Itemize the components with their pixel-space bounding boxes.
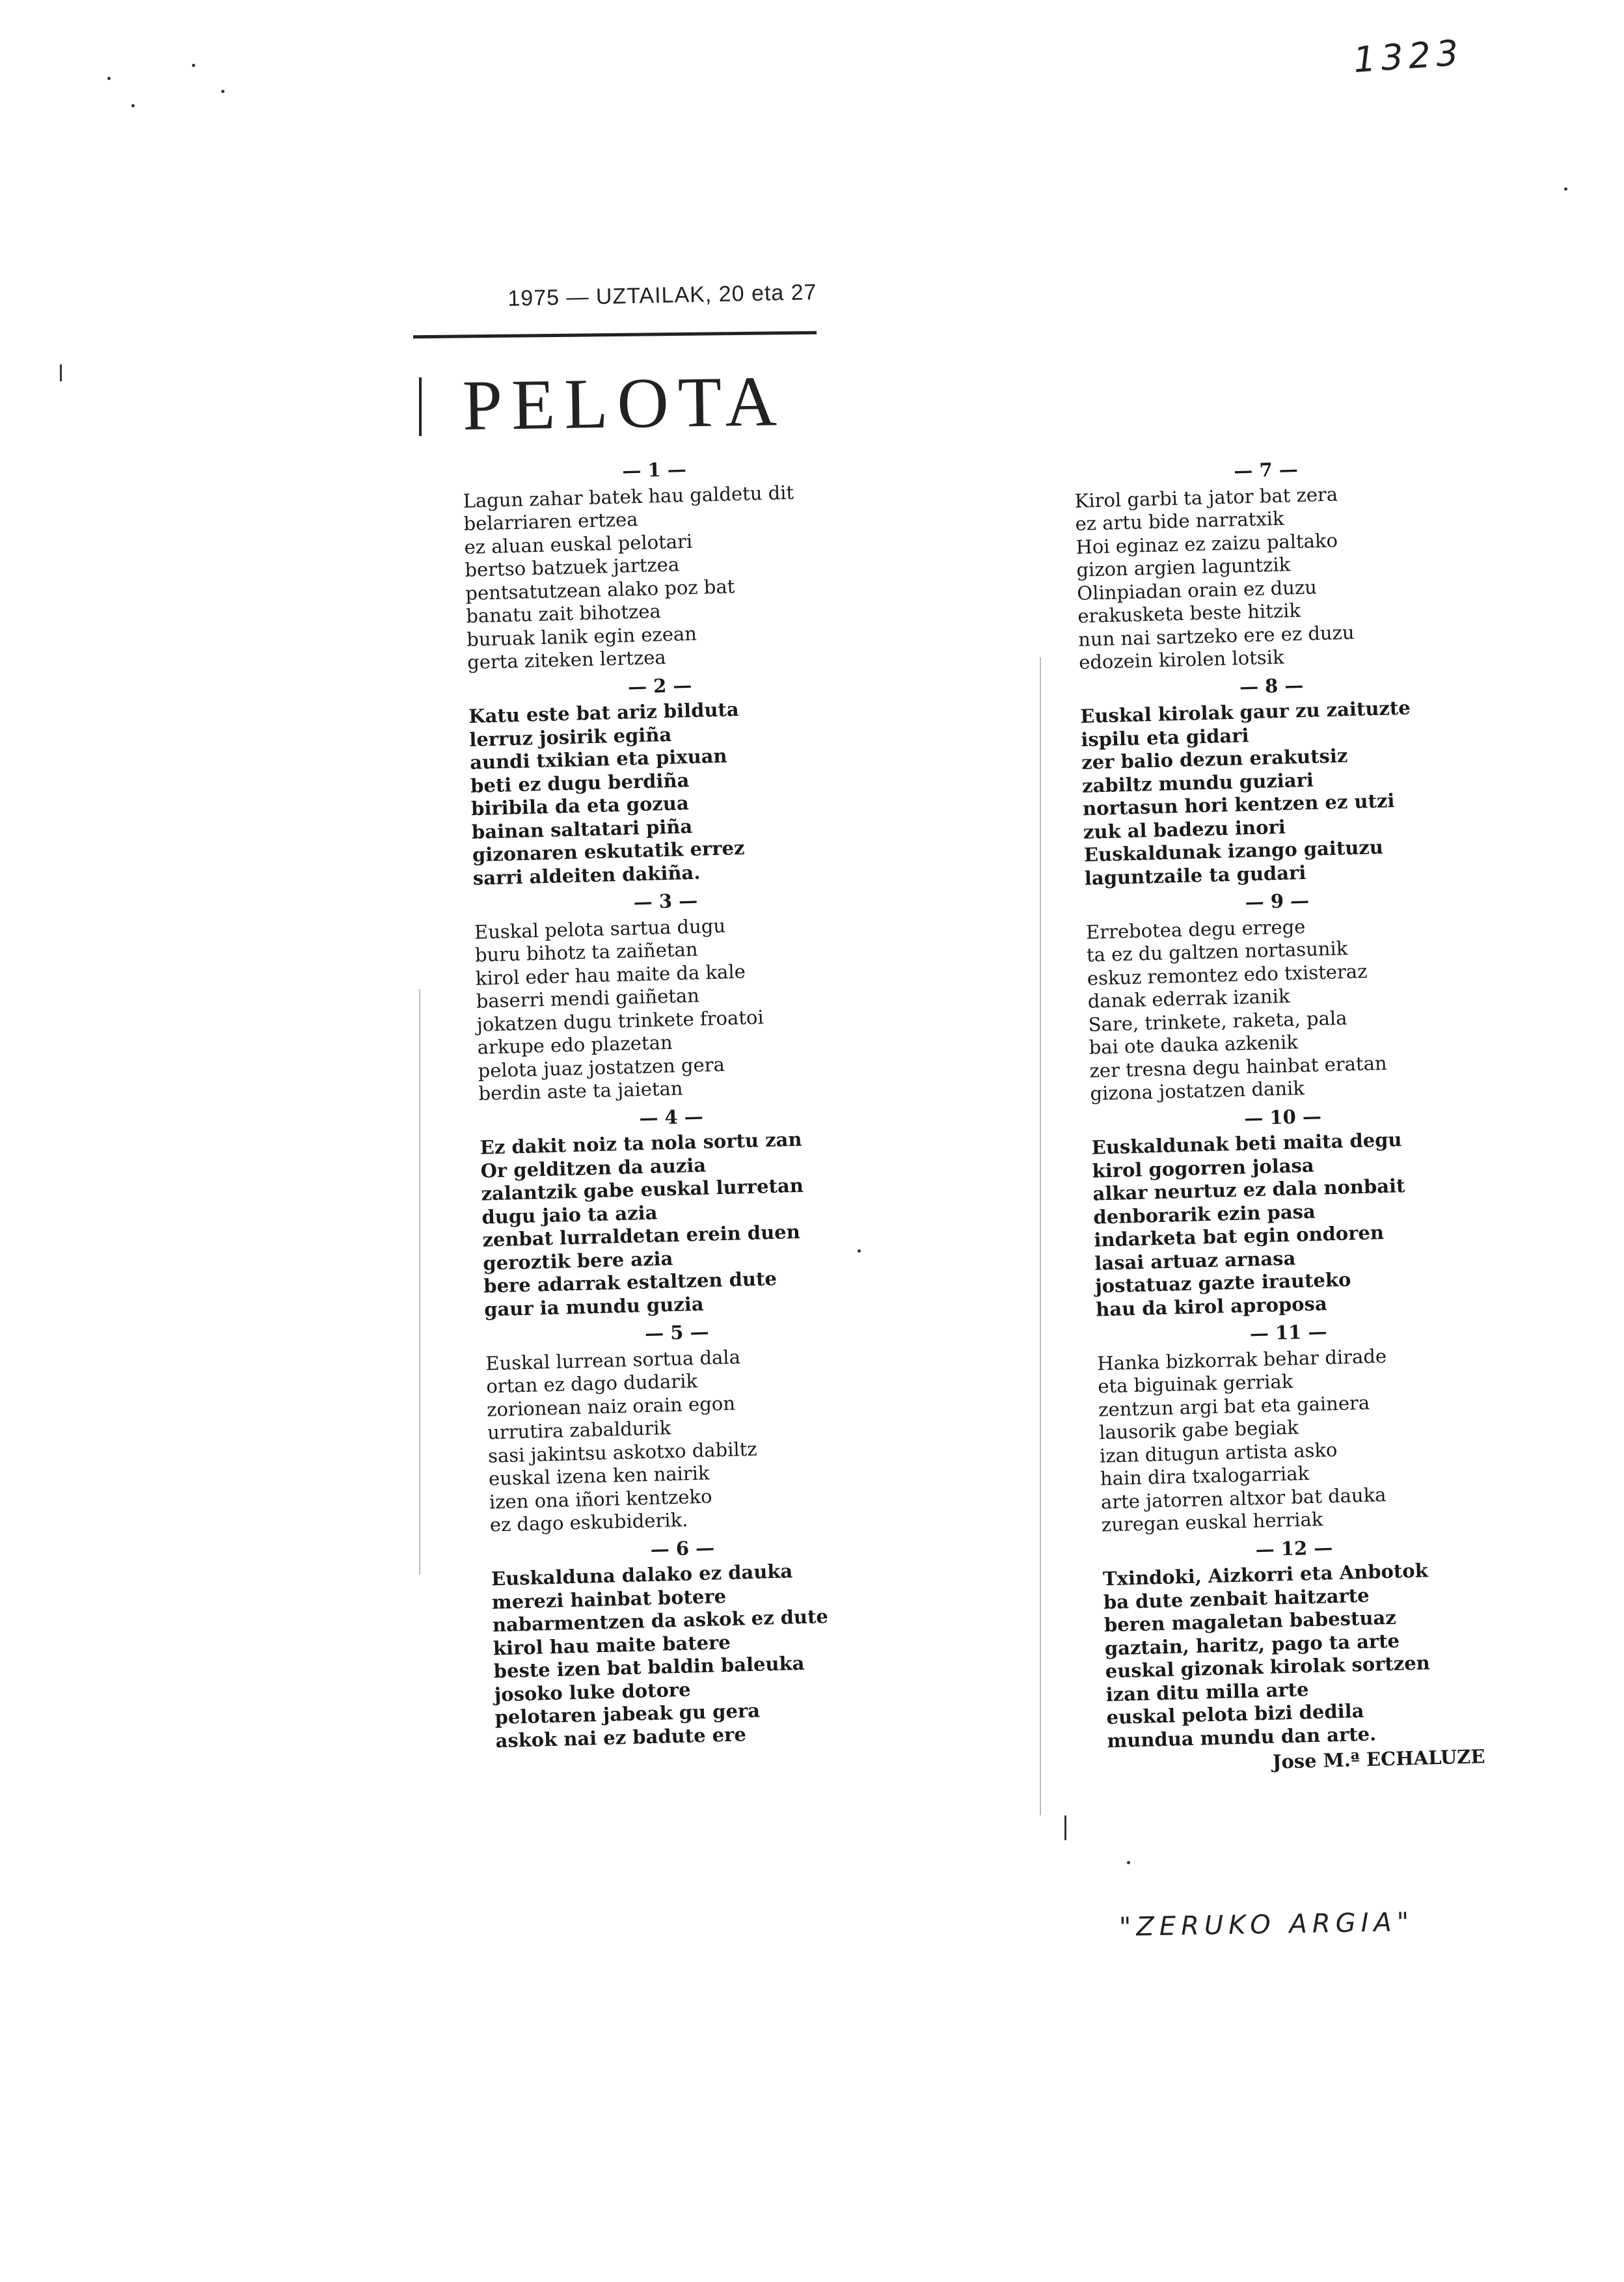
verse-line: askok nai ez badute ere <box>495 1722 747 1752</box>
verse-line: zuregan euskal herriak <box>1101 1508 1323 1536</box>
verse-line: beren magaletan babestuaz <box>1103 1606 1397 1637</box>
stanza <box>485 1316 874 1537</box>
scan-margin-mark <box>419 989 420 1575</box>
verse-line: lausorik gabe begiak <box>1098 1416 1299 1444</box>
stanza <box>1090 1101 1480 1322</box>
verse-line: Euskal pelota sartua dugu <box>474 914 726 944</box>
verse-line: nun nai sartzeko ere ez duzu <box>1077 621 1355 651</box>
verse-line: josoko luke dotore <box>494 1678 691 1705</box>
stanza <box>1102 1532 1491 1752</box>
verse-line: euskal izena ken nairik <box>488 1461 710 1490</box>
verse-line: baserri mendi gaiñetan <box>476 984 700 1012</box>
scan-margin-mark <box>60 364 62 381</box>
stanza <box>491 1532 880 1752</box>
verse-line: arte jatorren altxor bat dauka <box>1100 1483 1387 1513</box>
verse-line: Txindoki, Aizkorri eta Anbotok <box>1102 1559 1429 1590</box>
stanza <box>479 1101 868 1322</box>
verse-line: ta ez du galtzen nortasunik <box>1086 937 1348 966</box>
stanza-number: — 12 — <box>1255 1536 1333 1560</box>
verse-line: sarri aldeiten dakiña. <box>472 861 701 890</box>
verse-line: kirol eder hau maite da kale <box>475 960 746 990</box>
verse-line: zalantzik gabe euskal lurretan <box>481 1174 804 1205</box>
verse-line: ez artu bide narratxik <box>1075 507 1284 535</box>
scan-speck <box>131 104 135 107</box>
verse-line: gizon argien laguntzik <box>1076 553 1291 581</box>
verse-line: jokatzen dugu trinkete froatoi <box>476 1005 765 1036</box>
verse-line: Ez dakit noiz ta nola sortu zan <box>480 1128 802 1159</box>
author-signature: Jose M.ª ECHALUZE <box>1272 1745 1485 1773</box>
verse-line: euskal pelota bizi dedila <box>1106 1699 1364 1729</box>
verse-line: ez dago eskubiderik. <box>489 1508 688 1536</box>
right-column <box>1074 449 1492 1778</box>
verse-line: zer tresna degu hainbat eratan <box>1089 1052 1387 1082</box>
handwritten-source: "ZERUKO ARGIA" <box>1118 1907 1414 1942</box>
verse-line: Euskal lurrean sortua dala <box>485 1345 741 1375</box>
verse-line: Katu este bat ariz bilduta <box>468 698 740 727</box>
dateline: 1975 — UZTAILAK, 20 eta 27 <box>508 280 817 311</box>
verse-line: gerta ziteken lertzea <box>467 645 666 673</box>
verse-line: pelotaren jabeak gu gera <box>494 1699 761 1729</box>
verse-line: beste izen bat baldin baleuka <box>493 1651 805 1683</box>
verse-line: Errebotea degu errege <box>1085 915 1306 944</box>
verse-line: dugu jaio ta azia <box>481 1201 658 1229</box>
verse-line: bertso batzuek jartzea <box>465 553 680 581</box>
scan-speck <box>1564 187 1567 191</box>
verse-line: aundi txikian eta pixuan <box>469 744 727 774</box>
verse-line: urrutira zabaldurik <box>487 1417 671 1444</box>
verse-line: hau da kirol aproposa <box>1095 1292 1328 1321</box>
verse-line: zenbat lurraldetan erein duen <box>481 1220 801 1251</box>
verse-line: geroztik bere azia <box>482 1247 673 1275</box>
verse-line: gizona jostatzen danik <box>1090 1077 1305 1105</box>
verse-line: Euskaldunak beti maita degu <box>1091 1128 1402 1159</box>
scan-speck <box>192 64 195 67</box>
verse-line: ortan ez dago dudarik <box>485 1370 698 1398</box>
verse-line: danak ederrak izanik <box>1087 985 1290 1012</box>
left-column <box>462 449 880 1753</box>
stanza <box>1085 885 1474 1106</box>
verse-line: Euskalduna dalako ez dauka <box>491 1560 793 1590</box>
verse-line: bai ote dauka azkenik <box>1089 1031 1299 1059</box>
scan-speck <box>221 90 224 93</box>
verse-line: nortasun hori kentzen ez utzi <box>1082 789 1395 820</box>
stanza-number: — 2 — <box>627 673 692 698</box>
verse-line: Euskaldunak izango gaituzu <box>1083 835 1384 866</box>
scan-margin-mark <box>1064 1815 1066 1840</box>
verse-line: kirol hau maite batere <box>493 1631 731 1659</box>
stanza <box>1079 670 1468 890</box>
verse-line: bere adarrak estaltzen dute <box>483 1267 778 1297</box>
stanza <box>1074 454 1463 675</box>
verse-line: hain dira txalogarriak <box>1100 1462 1310 1490</box>
stanza-number: — 1 — <box>621 457 687 482</box>
verse-line: buru bihotz ta zaiñetan <box>474 938 698 966</box>
scan-speck <box>1127 1861 1130 1864</box>
stanza-number: — 3 — <box>633 889 698 914</box>
verse-line: izan ditugun artista asko <box>1099 1438 1338 1467</box>
verse-line: beti ez dugu berdiña <box>470 768 690 797</box>
verse-line: lerruz josirik egiña <box>468 723 672 751</box>
verse-line: Or gelditzen da auzia <box>480 1154 707 1182</box>
verse-line: buruak lanik egin ezean <box>466 622 697 651</box>
verse-line: indarketa bat egin ondoren <box>1093 1221 1385 1251</box>
verse-line: gizonaren eskutatik errez <box>472 836 745 866</box>
stanza-number: — 6 — <box>650 1536 715 1560</box>
verse-line: denborarik ezin pasa <box>1093 1200 1316 1229</box>
stanza <box>1096 1316 1485 1537</box>
verse-line: kirol gogorren jolasa <box>1092 1154 1315 1182</box>
stanza-number: — 8 — <box>1239 673 1304 698</box>
verse-line: sasi jakintsu askotxo dabiltz <box>487 1437 757 1467</box>
verse-line: eta biguinak gerriak <box>1097 1370 1293 1398</box>
verse-line: edozein kirolen lotsik <box>1078 645 1284 673</box>
verse-line: eskuz remontez edo txisteraz <box>1087 959 1368 990</box>
verse-line: berdin aste ta jaietan <box>478 1077 683 1105</box>
verse-line: gaztain, haritz, pago ta arte <box>1104 1629 1400 1659</box>
verse-line: ispilu eta gidari <box>1080 724 1249 751</box>
stanza <box>462 454 851 675</box>
verse-line: jostatuaz gazte irauteko <box>1094 1268 1351 1297</box>
stanza <box>474 885 863 1106</box>
stanza-number: — 9 — <box>1245 889 1310 914</box>
verse-line: zentzun argi bat eta gainera <box>1098 1391 1370 1420</box>
verse-line: pelota juaz jostatzen gera <box>478 1053 725 1082</box>
verse-line: zorionean naiz orain egon <box>486 1392 736 1420</box>
verse-line: ez aluan euskal pelotari <box>464 530 693 558</box>
stanza <box>468 670 857 890</box>
verse-line: bainan saltatari piña <box>471 815 693 843</box>
verse-line: alkar neurtuz ez dala nonbait <box>1092 1175 1405 1205</box>
verse-line: zer balio dezun erakutsiz <box>1081 744 1348 774</box>
stanza-number: — 5 — <box>644 1320 709 1345</box>
verse-line: arkupe edo plazetan <box>477 1031 673 1059</box>
stanza-number: — 4 — <box>638 1105 704 1129</box>
scan-margin-mark <box>1040 657 1041 1815</box>
verse-line: mundua mundu dan arte. <box>1107 1722 1377 1752</box>
verse-line: izen ona iñori kentzeko <box>489 1484 712 1513</box>
title-bar <box>419 377 422 436</box>
verse-line: Sare, trinkete, raketa, pala <box>1088 1006 1347 1036</box>
verse-line: laguntzaile ta gudari <box>1084 861 1306 890</box>
stanza-number: — 7 — <box>1233 457 1299 482</box>
verse-line: nabarmentzen da askok ez dute <box>492 1605 829 1637</box>
header-rule <box>413 331 817 338</box>
verse-line: euskal gizonak kirolak sortzen <box>1105 1651 1431 1683</box>
verse-line: zuk al badezu inori <box>1083 815 1286 843</box>
stanza-number: — 11 — <box>1249 1320 1327 1345</box>
verse-line: biribila da eta gozua <box>470 792 690 820</box>
verse-line: belarriaren ertzea <box>463 508 638 535</box>
verse-line: ba dute zenbait haitzarte <box>1103 1584 1370 1613</box>
verse-line: lasai artuaz arnasa <box>1094 1246 1296 1275</box>
verse-line: Lagun zahar batek hau galdetu dit <box>463 481 794 512</box>
verse-line: zabiltz mundu guziari <box>1081 768 1314 797</box>
verse-line: Hoi eginaz ez zaizu paltako <box>1076 528 1338 558</box>
verse-line: Kirol garbi ta jator bat zera <box>1074 482 1338 512</box>
verse-line: merezi hainbat botere <box>491 1584 727 1613</box>
verse-line: erakusketa beste hitzik <box>1077 599 1301 627</box>
handwritten-page-number: 1323 <box>1352 32 1465 81</box>
stanza-number: — 10 — <box>1243 1104 1322 1129</box>
verse-line: Euskal kirolak gaur zu zaituzte <box>1079 696 1411 727</box>
verse-line: izan ditu milla arte <box>1105 1678 1309 1705</box>
scan-speck <box>107 77 111 80</box>
verse-line: pentsatutzean alako poz bat <box>465 575 735 604</box>
verse-line: gaur ia mundu guzia <box>483 1292 704 1321</box>
article-title: PELOTA <box>462 361 787 445</box>
verse-line: Olinpiadan orain ez duzu <box>1076 575 1318 604</box>
verse-line: banatu zait bihotzea <box>465 600 662 627</box>
verse-line: Hanka bizkorrak behar dirade <box>1096 1344 1387 1375</box>
